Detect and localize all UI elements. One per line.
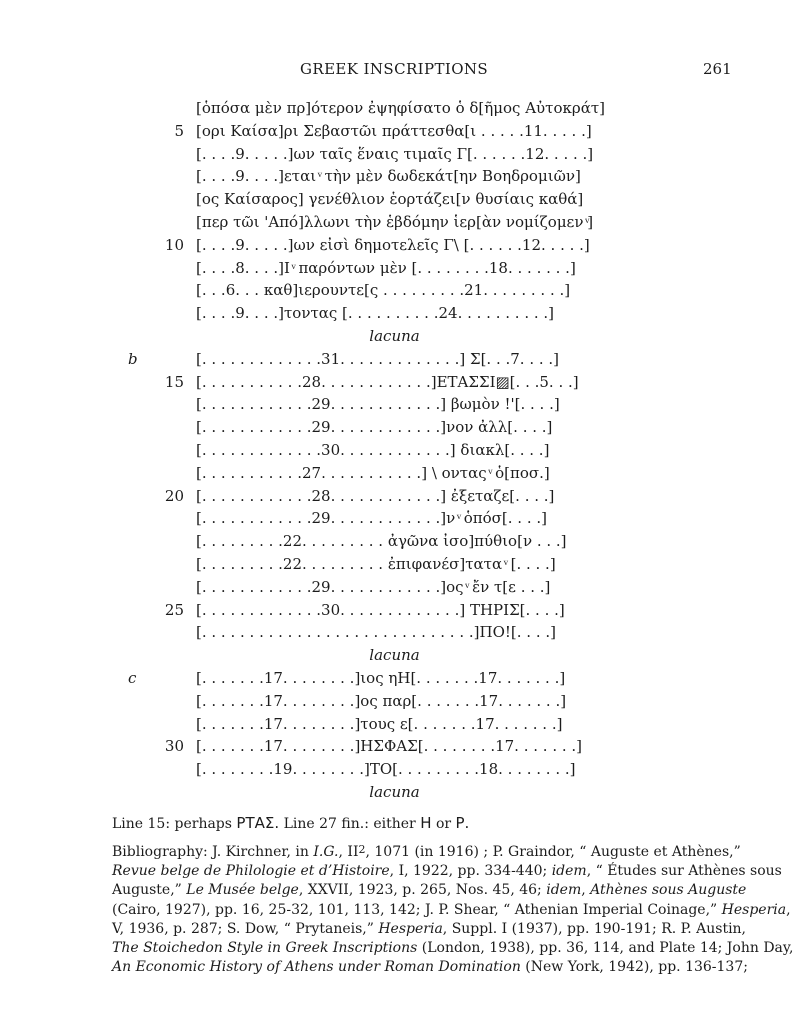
citation-text: Revue belge de Philologie et d’Histoire (112, 863, 390, 880)
line-text: [. . . . . . . . . . . . .30. . . . . . . . . . . .] διακλ[. . . .] (196, 441, 550, 459)
line-text: [. . . . . . .17. . . . . . . .]ος παρ[. . . . . . .17. . . . . . .] (196, 691, 567, 710)
line-text: [. . . . . . . . . . . .29. . . . . . . . . . . .] βωμὸν !'[. . . .] (196, 395, 560, 414)
line-text: [. . . . . . .17. . . . . . . .]ιος ηΗ[. . . . . . .17. . . . . . .] (196, 669, 566, 687)
line-text: [. . .6. . . καθ]ιερουντε[ς . . . . . . . . .21. . . . . . . . .] (196, 281, 571, 300)
citation-text: Le Musée belge (186, 882, 299, 899)
bibliography-line (112, 901, 791, 920)
inscription-line (0, 393, 789, 417)
line-number: 30 (164, 737, 184, 756)
inscription-line (0, 439, 789, 463)
citation-text: (Cairo, 1927), pp. 16, 25-32, 101, 113, 142; J. P. Shear, “ Athenian Imperial Coinage,” (112, 901, 722, 918)
line-text: [. . . . . . . . .22. . . . . . . . . ἐπιφανέσ]τατα ͮ [. . . .] (196, 555, 556, 573)
inscription-line (0, 758, 789, 782)
citation-text: , 1071 (in 1916) ; P. Graindor, “ Auguste et Athènes,” (365, 844, 741, 860)
line-text: [. . . .9. . . .]εται ͮ τὴν μὲν δωδεκάτ[ην Βοηδρομιῶν] (196, 167, 581, 186)
line-text: [. . . . . . .17. . . . . . . .]τους ε[. . . . . . .17. . . . . . .] (196, 714, 563, 733)
section-letter: b (128, 349, 138, 368)
line-text: [. . . . . . .17. . . . . . . .]ΗΣΦΑΣ[. . . . . . . .17. . . . . . .] (196, 737, 583, 756)
line-text: [. . . . . . . . . . . . .30. . . . . . . . . . . . .] ΤΗΡΙΣ[. . . .] (196, 600, 565, 619)
apparatus-notes (112, 814, 469, 832)
line-text: [. . . . . . . . . . .28. . . . . . . . . . . .]ΕΤΑΣΣΙ▨[. . .5. . .] (196, 372, 579, 391)
inscription-line (0, 507, 789, 531)
line-number: 15 (164, 372, 184, 391)
running-header (0, 56, 789, 82)
inscription-line (0, 713, 789, 737)
line-number: 20 (164, 486, 184, 505)
citation-text: (London, 1938), pp. 36, 114, and Plate 14; John Day, (417, 940, 793, 957)
citation-text: , “ Études sur Athènes sous (586, 863, 782, 880)
lacuna-row (0, 781, 789, 805)
inscription-line (0, 348, 789, 372)
citation-text: Bibliography: J. Kirchner, in (112, 844, 314, 860)
line-text: [. . . .9. . . . .]ων εἰσὶ δημοτελεῖς Γ\ [. . . . . .12. . . . .] (196, 235, 590, 254)
note-reading: Ρ. (455, 814, 470, 832)
line-number: 25 (164, 600, 184, 619)
line-text: [. . . . . . . . . . . . . . . . . . . . . . . . . . . . .]ΠΟ![. . . .] (196, 623, 556, 642)
inscription-line (0, 279, 789, 303)
note-reading: ΡΤΑΣ. (236, 814, 280, 832)
bibliography-line (112, 862, 782, 881)
inscription-line (0, 462, 789, 486)
citation-text: , I, 1922, pp. 334-440; (389, 863, 552, 880)
citation-text: An Economic History of Athens under Roman Domination (112, 959, 521, 976)
bibliography-line (112, 920, 747, 939)
inscription-line (0, 530, 789, 554)
inscription-line (0, 143, 789, 167)
line-text: [. . . . . . . . . . . .29. . . . . . . . . . . .]νον ἀλλ[. . . .] (196, 418, 553, 437)
inscription-line (0, 416, 789, 440)
lacuna-row (0, 325, 789, 349)
lacuna-label: lacuna (369, 327, 420, 345)
citation-text: , (786, 901, 791, 918)
inscription-line (0, 621, 789, 645)
inscription-line (0, 485, 789, 509)
bibliography (112, 840, 793, 977)
citation-text: , XXVII, 1923, p. 265, Nos. 45, 46; (298, 882, 547, 899)
inscription-line (0, 120, 789, 144)
inscription-line (0, 667, 789, 691)
line-text: [. . . . . . . .19. . . . . . . .]ΤΟ[. . . . . . . . .18. . . . . . . .] (196, 760, 576, 779)
note-text: Line 15: perhaps (112, 816, 232, 832)
citation-text: The Stoichedon Style in Greek Inscriptions (112, 940, 418, 957)
citation-text: (New York, 1942), pp. 136-137; (520, 959, 748, 976)
line-number: 10 (164, 235, 184, 254)
line-number: 5 (174, 121, 184, 140)
citation-text: 2 (358, 843, 366, 856)
lacuna-label: lacuna (369, 783, 420, 801)
inscription-line (0, 234, 789, 258)
line-text: [. . . .8. . . .]Ι ͮ παρόντων μὲν [. . . . . . . .18. . . . . . .] (196, 258, 576, 277)
citation-text: Hesperia (378, 920, 443, 937)
citation-text: , II (338, 844, 359, 860)
inscription-line (0, 211, 789, 235)
line-text: [ορι Καίσα]ρι Σεβαστῶι πράττεσθα[ι . . . . .11. . . . .] (196, 121, 592, 140)
inscription-line (0, 553, 789, 577)
inscription-line (0, 302, 789, 326)
line-text: [ὁπόσα μὲν πρ]ότερον ἐψηφίσατο ὁ δ[ῆμος Αὐτοκράτ] (196, 99, 605, 117)
lacuna-label: lacuna (369, 646, 420, 665)
line-text: [. . . . . . . . .22. . . . . . . . . ἀγῶνα ἰσο]πύθιο[ν . . .] (196, 532, 567, 551)
inscription-line (0, 257, 789, 281)
line-text: [. . . .9. . . . .]ων ταῖς ἕναις τιμαῖς Γ[. . . . . .12. . . . .] (196, 144, 594, 163)
inscription-line (0, 735, 789, 759)
citation-text: , (581, 882, 591, 899)
line-text: [περ τῶι 'Από]λλωνι τὴν ἑβδόμην ἱερ[ὰν νομίζομεν ͮ] (196, 213, 594, 231)
line-text: [. . . .9. . . .]τοντας [. . . . . . . . . .24. . . . . . . . . .] (196, 304, 555, 323)
note-reading: Η (420, 814, 432, 832)
line-text: [ος Καίσαρος] γενέθλιον ἑορτάζει[ν θυσίαις καθά] (196, 190, 584, 209)
inscription-line (0, 97, 789, 121)
line-text: [. . . . . . . . . . .27. . . . . . . . . . .] \ οντας ͮ ὁ[ποσ.] (196, 463, 550, 482)
citation-text: idem (551, 863, 587, 880)
citation-text: Athènes sous Auguste (590, 882, 747, 899)
bibliography-line (112, 840, 741, 862)
note-text: or (435, 816, 452, 832)
inscription-line (0, 576, 789, 600)
line-text: [. . . . . . . . . . . .29. . . . . . . . . . . .]ν ͮ ὁπόσ[. . . .] (196, 509, 547, 528)
page-number: 261 (703, 60, 732, 78)
citation-text: V, 1936, p. 287; S. Dow, “ Prytaneis,” (112, 920, 379, 937)
citation-text: , Suppl. I (1937), pp. 190-191; R. P. Austin, (442, 920, 747, 937)
citation-text: I.G. (313, 844, 339, 860)
line-text: [. . . . . . . . . . . .29. . . . . . . . . . . .]ος ͮ ἔν τ[ε . . .] (196, 577, 551, 596)
section-letter: c (128, 669, 137, 687)
inscription-line (0, 165, 789, 189)
line-text: [. . . . . . . . . . . . .31. . . . . . . . . . . . .] Σ[. . .7. . . .] (196, 349, 560, 368)
lacuna-row (0, 644, 789, 668)
inscription-line (0, 188, 789, 212)
bibliography-line (112, 939, 793, 958)
bibliography-line (112, 881, 747, 900)
inscription-line (0, 690, 789, 714)
citation-text: Hesperia (721, 901, 787, 918)
citation-text: idem (546, 882, 582, 899)
note-text: Line 27 fin.: either (283, 816, 416, 832)
inscription-line (0, 371, 789, 395)
inscription-line (0, 599, 789, 623)
line-text: [. . . . . . . . . . . .28. . . . . . . . . . . .] ἐξεταζε[. . . .] (196, 486, 555, 505)
running-title: GREEK INSCRIPTIONS (300, 60, 489, 78)
citation-text: Auguste,” (112, 882, 187, 899)
bibliography-line (112, 958, 748, 977)
